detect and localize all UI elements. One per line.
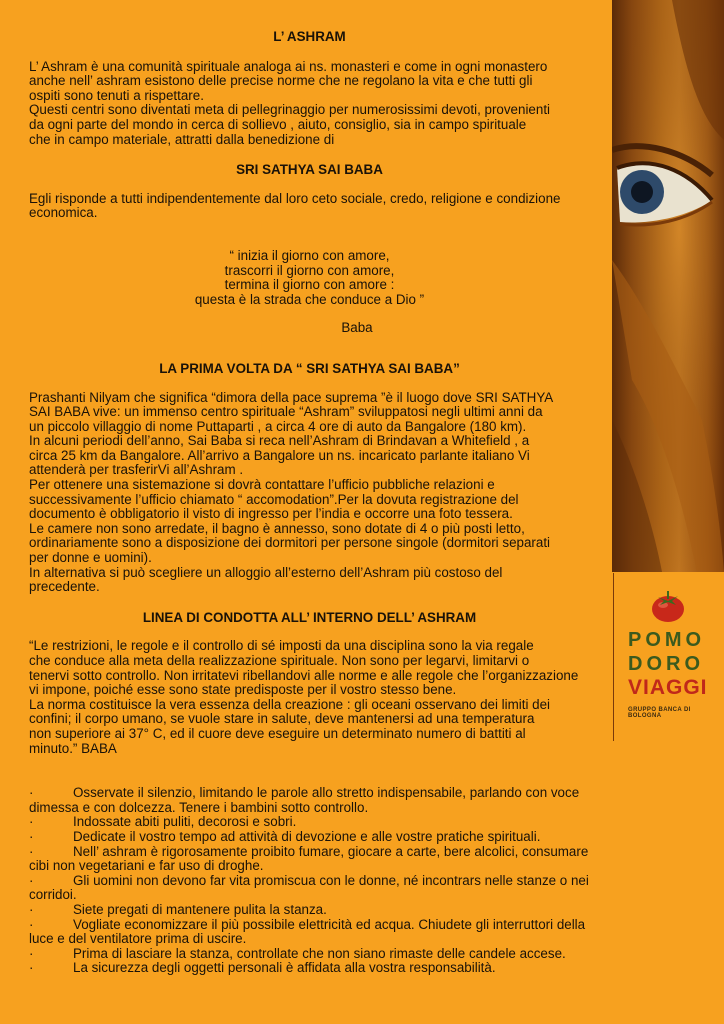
list-item	[29, 961, 590, 976]
text-line: documento è obbligatorio il visto di ingresso per l’india e occorre una foto tessera.	[29, 506, 513, 522]
rule-text: Osservate il silenzio, limitando le parole allo stretto indispensabile, parlando con voce dimessa e con dolcezza. Tenere i bambini sotto controllo.	[29, 785, 580, 815]
heading-prima-volta: LA PRIMA VOLTA DA “ SRI SATHYA SAI BABA”	[159, 360, 460, 376]
quote-line: questa è la strada che conduce a Dio ”	[194, 291, 425, 307]
logo-viaggi: VIAGGI	[628, 676, 708, 699]
bullet-dot: ·	[29, 945, 34, 961]
text-line: circa 25 km da Bangalore. All’arrivo a Bangalore un ns. incaricato parlante italiano Vi	[29, 447, 530, 463]
heading-sai-baba: SRI SATHYA SAI BABA	[236, 162, 383, 178]
list-item	[29, 845, 590, 874]
list-item	[29, 918, 590, 947]
text-line: tenervi sotto controllo. Non irritatevi ribellandovi alle norme e alle regole che l’organizzazione	[29, 667, 579, 683]
text-line: successivamente l’ufficio chiamato “ accomodation”.Per la dovuta registrazione del	[29, 491, 519, 507]
text-line: Questi centri sono diventati meta di pellegrinaggio per numerosissimi devoti, provenienti	[29, 102, 551, 118]
text-line: “Le restrizioni, le regole e il controllo di sé imposti da una disciplina sono la via regale	[29, 638, 534, 654]
pomodoro-viaggi-logo	[613, 573, 724, 741]
text-line: minuto.” BABA	[29, 740, 117, 756]
text-line: L’ Ashram è una comunità spirituale analoga ai ns. monasteri e come in ogni monastero	[29, 58, 548, 74]
text-line: Per ottenere una sistemazione si dovrà contattare l’ufficio pubbliche relazioni e	[29, 477, 495, 493]
buddha-eye-illustration	[612, 0, 724, 572]
text-column	[29, 30, 590, 976]
logo-pomo: POMO	[628, 629, 706, 651]
list-item	[29, 815, 590, 830]
heading-linea-condotta: LINEA DI CONDOTTA ALL’ INTERNO DELL’ ASHRAM	[142, 609, 477, 625]
text-line: da ogni parte del mondo in cerca di sollievo , aiuto, consiglio, sia in campo spirituale	[29, 116, 527, 132]
bullet-dot: ·	[29, 843, 34, 859]
bullet-dot: ·	[29, 916, 34, 932]
text-line: che conduce alla meta della realizzazione spirituale. Non sono per legarvi, limitarvi o	[29, 653, 530, 668]
text-line: ospiti sono tenuti a rispettare.	[29, 87, 204, 103]
paragraph-linea-condotta	[29, 639, 590, 756]
tomato-icon	[614, 579, 724, 629]
bullet-dot: ·	[29, 901, 34, 917]
rule-text: La sicurezza degli oggetti personali è affidata alla vostra responsabilità.	[73, 960, 496, 976]
list-item	[29, 874, 590, 903]
list-item	[29, 786, 590, 815]
text-line: attenderà per trasferirVi all’Ashram .	[29, 462, 244, 478]
quote-line: “ inizia il giorno con amore,	[229, 247, 390, 263]
rule-text: Prima di lasciare la stanza, controllate che non siano rimaste delle candele accese.	[73, 945, 566, 961]
text-line: un piccolo villaggio di nome Puttaparti , a circa 4 ore di auto da Bangalore (180 km).	[29, 418, 527, 434]
text-line: economica.	[29, 205, 98, 221]
bullet-dot: ·	[29, 814, 34, 830]
text-line: ordinariamente sono a disposizione dei dormitori per persone singole (dormitori separati	[29, 535, 551, 551]
text-line: vi impone, poiché esse sono state predisposte per il vostro stesso bene.	[29, 682, 457, 698]
bullet-dot: ·	[29, 785, 34, 801]
text-line: precedente.	[29, 579, 100, 595]
paragraph-ashram	[29, 60, 590, 148]
bullet-dot: ·	[29, 828, 34, 844]
bullet-dot: ·	[29, 872, 34, 888]
rule-text: Vogliate economizzare il più possibile elettricità ed acqua. Chiudete gli interruttori della luce e del ventilatore prima di uscire.	[29, 916, 586, 947]
rule-text: Dedicate il vostro tempo ad attività di devozione e alle vostre pratiche spirituali.	[73, 828, 541, 844]
text-line: Le camere non sono arredate, il bagno è annesso, sono dotate di 4 o più posti letto,	[29, 520, 525, 536]
text-line: SAI BABA vive: un immenso centro spirituale “Ashram” sviluppatosi negli ultimi anni da	[29, 404, 543, 420]
rule-text: Nell’ ashram è rigorosamente proibito fumare, giocare a carte, bere alcolici, consumare cibi non vegetariani e far uso di droghe.	[29, 843, 589, 874]
text-line: per donne e uomini).	[29, 550, 152, 566]
text-line: che in campo materiale, attratti dalla benedizione di	[29, 131, 335, 147]
text-line: confini; il corpo umano, se vuole stare in salute, deve mantenersi ad una temperatura	[29, 711, 535, 727]
quote-line: trascorri il giorno con amore,	[224, 262, 395, 278]
text-line: La norma costituisce la vera essenza della creazione : gli oceani osservano dei limiti dei	[29, 696, 551, 712]
text-line: anche nell’ ashram esistono delle precise norme che ne regolano la vita e che tutti gli	[29, 73, 533, 89]
quote-line: termina il giorno con amore :	[224, 277, 395, 293]
paragraph-sai-baba	[29, 192, 590, 221]
list-item	[29, 947, 590, 962]
list-item	[29, 903, 590, 918]
rules-list	[29, 786, 590, 976]
text-line: Egli risponde a tutti indipendentemente dal loro ceto sociale, credo, religione e condizione	[29, 190, 561, 206]
list-item	[29, 830, 590, 845]
rule-text: Indossate abiti puliti, decorosi e sobri.	[73, 814, 297, 830]
rule-text: Siete pregati di mantenere pulita la stanza.	[73, 901, 327, 917]
quote-block	[29, 249, 590, 336]
buddha-face-image	[612, 0, 724, 572]
rule-text: Gli uomini non devono far vita promiscua con le donne, né incontrars nelle stanze o nei corridoi.	[29, 872, 589, 903]
bullet-dot: ·	[29, 960, 34, 976]
logo-doro: DORO	[628, 653, 704, 675]
quote-signature: Baba	[341, 320, 373, 336]
logo-tagline: GRUPPO BANCA DI BOLOGNA	[628, 707, 691, 719]
text-line: non superiore ai 37° C, ed il cuore deve eseguire un determinato numero di battiti al	[29, 725, 526, 741]
paragraph-prima-volta	[29, 391, 590, 595]
text-line: In alternativa si può scegliere un alloggio all’esterno dell’Ashram più costoso del	[29, 564, 503, 580]
text-line: In alcuni periodi dell’anno, Sai Baba si reca nell’Ashram di Brindavan a Whitefield , a	[29, 433, 530, 449]
heading-ashram: L’ ASHRAM	[273, 29, 346, 44]
text-line: Prashanti Nilyam che significa “dimora della pace suprema ”è il luogo dove SRI SATHYA	[29, 389, 554, 405]
